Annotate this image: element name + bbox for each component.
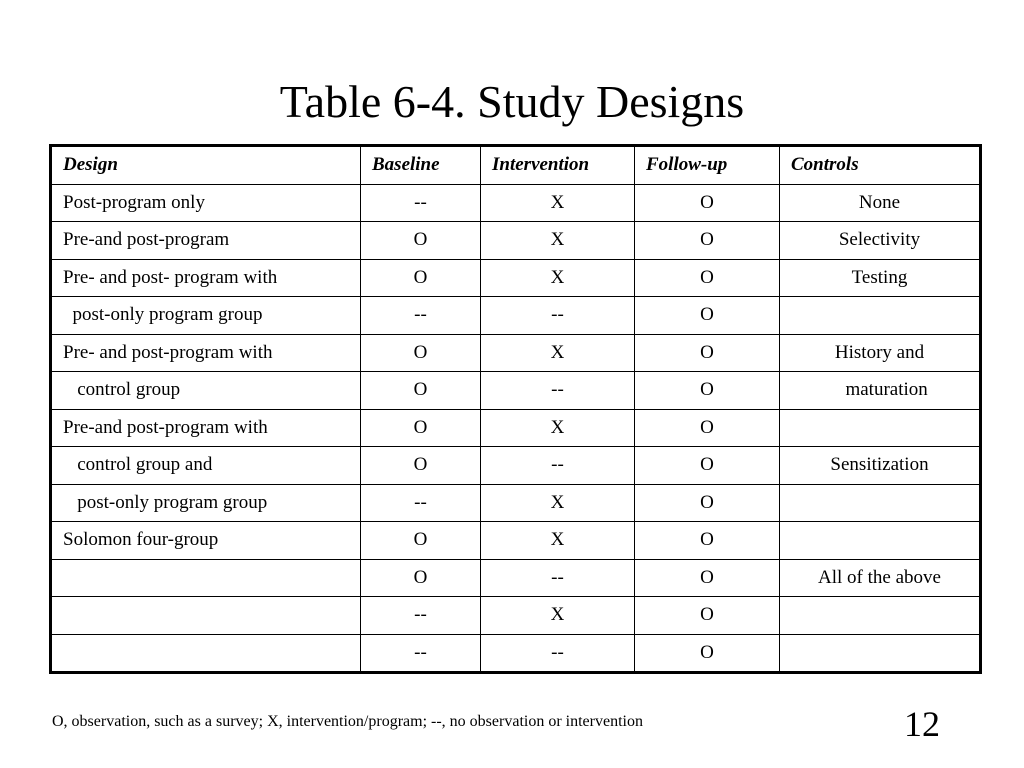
table-row <box>52 259 980 297</box>
table-row <box>52 484 980 522</box>
cell-intervention: X <box>481 334 635 372</box>
cell-design: Solomon four-group <box>52 522 361 560</box>
slide-title: Table 6-4. Study Designs <box>279 76 745 127</box>
cell-design <box>52 634 361 672</box>
cell-baseline: O <box>361 334 481 372</box>
cell-intervention: X <box>481 184 635 222</box>
cell-intervention: X <box>481 597 635 635</box>
cell-follow-up: O <box>635 522 780 560</box>
header-baseline: Baseline <box>361 147 481 185</box>
cell-design <box>52 597 361 635</box>
cell-baseline: O <box>361 559 481 597</box>
cell-baseline: -- <box>361 297 481 335</box>
cell-follow-up: O <box>635 222 780 260</box>
cell-controls <box>780 297 980 335</box>
cell-intervention: -- <box>481 297 635 335</box>
study-designs-table <box>51 146 980 672</box>
table-row <box>52 597 980 635</box>
cell-baseline: O <box>361 447 481 485</box>
table-header-row <box>52 147 980 185</box>
table-row <box>52 297 980 335</box>
cell-follow-up: O <box>635 184 780 222</box>
study-designs-table-frame <box>49 144 982 674</box>
cell-controls: Testing <box>780 259 980 297</box>
cell-controls: None <box>780 184 980 222</box>
table-row <box>52 634 980 672</box>
cell-design: Post-program only <box>52 184 361 222</box>
cell-follow-up: O <box>635 559 780 597</box>
cell-intervention: X <box>481 259 635 297</box>
cell-baseline: -- <box>361 634 481 672</box>
cell-design: Pre- and post- program with <box>52 259 361 297</box>
header-controls: Controls <box>780 147 980 185</box>
cell-controls: History and <box>780 334 980 372</box>
cell-baseline: -- <box>361 484 481 522</box>
cell-baseline: -- <box>361 597 481 635</box>
table-row <box>52 372 980 410</box>
cell-design: Pre-and post-program with <box>52 409 361 447</box>
page-number: 12 <box>904 704 940 744</box>
cell-baseline: O <box>361 522 481 560</box>
cell-baseline: O <box>361 409 481 447</box>
cell-follow-up: O <box>635 484 780 522</box>
cell-baseline: O <box>361 259 481 297</box>
table-row <box>52 334 980 372</box>
cell-design: control group <box>52 372 361 410</box>
cell-controls: Sensitization <box>780 447 980 485</box>
cell-design <box>52 559 361 597</box>
table-row <box>52 184 980 222</box>
cell-controls <box>780 634 980 672</box>
cell-design: post-only program group <box>52 297 361 335</box>
cell-intervention: -- <box>481 559 635 597</box>
table-row <box>52 447 980 485</box>
cell-controls <box>780 409 980 447</box>
cell-design: post-only program group <box>52 484 361 522</box>
cell-follow-up: O <box>635 447 780 485</box>
cell-intervention: -- <box>481 447 635 485</box>
cell-baseline: -- <box>361 184 481 222</box>
cell-intervention: -- <box>481 372 635 410</box>
cell-controls <box>780 522 980 560</box>
cell-baseline: O <box>361 372 481 410</box>
cell-baseline: O <box>361 222 481 260</box>
cell-follow-up: O <box>635 597 780 635</box>
table-row <box>52 559 980 597</box>
cell-controls: All of the above <box>780 559 980 597</box>
table-body <box>52 184 980 672</box>
cell-intervention: X <box>481 409 635 447</box>
header-intervention: Intervention <box>481 147 635 185</box>
cell-follow-up: O <box>635 634 780 672</box>
cell-controls: maturation <box>780 372 980 410</box>
cell-controls <box>780 484 980 522</box>
cell-follow-up: O <box>635 334 780 372</box>
cell-design: Pre-and post-program <box>52 222 361 260</box>
cell-intervention: X <box>481 522 635 560</box>
cell-follow-up: O <box>635 372 780 410</box>
table-row <box>52 409 980 447</box>
cell-intervention: X <box>481 484 635 522</box>
cell-design: control group and <box>52 447 361 485</box>
header-follow-up: Follow-up <box>635 147 780 185</box>
cell-intervention: -- <box>481 634 635 672</box>
cell-design: Pre- and post-program with <box>52 334 361 372</box>
cell-follow-up: O <box>635 297 780 335</box>
header-design: Design <box>52 147 361 185</box>
cell-controls <box>780 597 980 635</box>
table-row <box>52 522 980 560</box>
cell-follow-up: O <box>635 409 780 447</box>
table-footnote: O, observation, such as a survey; X, intervention/program; --, no observation or intervention <box>52 713 643 730</box>
cell-controls: Selectivity <box>780 222 980 260</box>
cell-follow-up: O <box>635 259 780 297</box>
cell-intervention: X <box>481 222 635 260</box>
table-row <box>52 222 980 260</box>
